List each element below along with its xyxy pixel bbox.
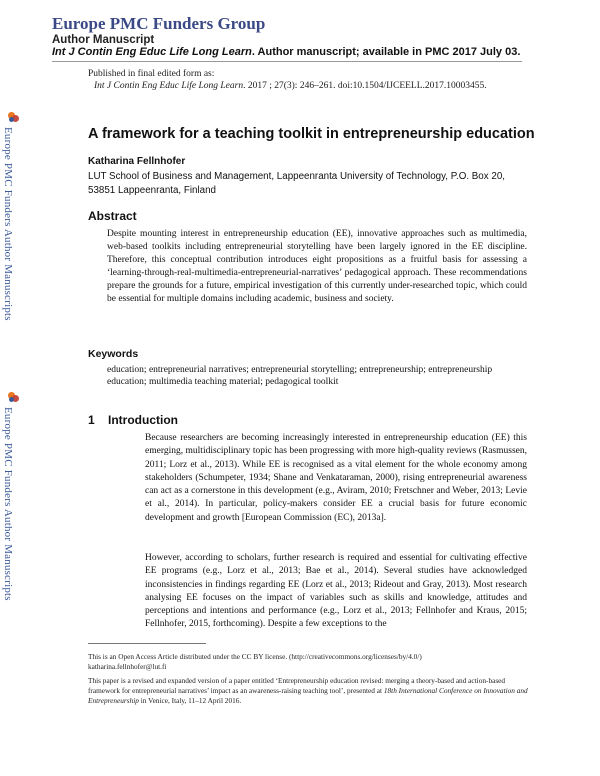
published-citation bbox=[88, 80, 487, 92]
license-link[interactable]: http://creativecommons.org/licenses/by/4.0/ bbox=[291, 652, 420, 661]
author-email[interactable]: katharina.fellnhofer@lut.fi bbox=[88, 662, 167, 671]
published-info bbox=[88, 68, 487, 92]
sidebar-label-top bbox=[2, 112, 24, 321]
introduction-heading bbox=[88, 413, 178, 427]
abstract-text: Despite mounting interest in entrepreneurship education (EE), innovative approaches such as multimedia, web-based toolkits including entrepreneurial storytelling have been largely ignored in the EE discipline. Therefore, this conceptual contribution introduces eight propositions as a fruitful basis for assessing a ‘learning-through-real-multimedia-entrepreneurial-narratives’ pedagogical approach. These recommendations prepare the grounds for a future, empirical investigation of this currently under-researched topic, which could be essential for multiple domains including academic, business and society. bbox=[107, 229, 527, 304]
abstract-heading: Abstract bbox=[88, 209, 137, 223]
revision-text: This paper is a revised and expanded version of a paper entitled ‘Entrepreneurship education revised: merging a theory-based and action-based framework for entrepreneurial narratives’ impact as an awareness-raising teaching tool’, presented at bbox=[88, 676, 506, 695]
intro-paragraph-2: However, according to scholars, further research is required and essential for cultivating effective EE programs (e.g., Lorz et al., 2013; Bae et al., 2014). Several studies have acknowledged inconsistencies in findings regarding EE (Lorz et al., 2013; Rideout and Gray, 2013). Most research analysing EE focuses on the impact of variables such as skills and knowledge, attitudes and perceptions and intentions and performance (e.g., Lorz et al., 2013; Fellnhofer and Kraus, 2015; Fellnhofer, 2015, forthcoming). Despite a few exceptions to the bbox=[145, 553, 527, 630]
keywords-heading: Keywords bbox=[88, 348, 139, 360]
footnote-divider bbox=[88, 643, 206, 644]
journal-header bbox=[0, 0, 600, 62]
keywords-text: education; entrepreneurial narratives; entrepreneurial storytelling; entrepreneurship; entrepreneurship education; multimedia teaching material; pedagogical toolkit bbox=[107, 365, 493, 387]
europe-pmc-logo-icon bbox=[8, 392, 19, 403]
license-text: This is an Open Access Article distributed under the CC BY license. ( bbox=[88, 652, 292, 661]
article-title: A framework for a teaching toolkit in entrepreneurship education bbox=[88, 126, 535, 142]
published-citation-rest: . 2017 ; 27(3): 246–261. doi:10.1504/IJCEELL.2017.10003455. bbox=[243, 81, 487, 91]
header-divider bbox=[52, 61, 522, 62]
intro-paragraph-1: Because researchers are becoming increasingly interested in entrepreneurship education (EE) this emerging, multidisciplinary topic has been progressing with more high-quality reviews (Rasmussen, 2011; Lorz et al., 2013). While EE is recognised as a vital element for the whole economy among stakeholders (Schumpeter, 1934; Shane and Venkataraman, 2000), rising entrepreneurial awareness can act as a cornerstone in this development (e.g., Aviram, 2010; Fretschner and Weber, 2013; Levie et al., 2014). In particular, policy-makers consider EE a crucial basis for future economic development and growth [European Commission (EC), 2013a]. bbox=[145, 433, 527, 523]
europe-pmc-logo-icon bbox=[8, 112, 19, 123]
journal-abbrev: Int J Contin Eng Educ Life Long Learn bbox=[52, 46, 252, 58]
author-affiliation: LUT School of Business and Management, Lappeenranta University of Technology, P.O. Box 20, 53851 Lappeenranta, Finland bbox=[88, 171, 505, 196]
sidebar-text-bottom: Europe PMC Funders Author Manuscripts bbox=[2, 407, 14, 601]
sidebar-label-bottom bbox=[2, 392, 24, 601]
revision-end: in Venice, Italy, 11–12 April 2016. bbox=[140, 696, 242, 705]
availability-text: . Author manuscript; available in PMC 2017 July 03. bbox=[251, 46, 521, 58]
section-number: 1 bbox=[88, 413, 95, 427]
section-title: Introduction bbox=[108, 413, 178, 427]
published-label: Published in final edited form as: bbox=[88, 69, 215, 79]
author-manuscript-label: Author Manuscript bbox=[52, 34, 155, 46]
license-footnote bbox=[88, 652, 528, 672]
published-journal: Int J Contin Eng Educ Life Long Learn bbox=[94, 81, 244, 91]
sidebar-text-top: Europe PMC Funders Author Manuscripts bbox=[2, 127, 14, 321]
license-close: ) bbox=[419, 652, 422, 661]
funders-group-title: Europe PMC Funders Group bbox=[52, 14, 266, 33]
revision-footnote bbox=[88, 676, 528, 706]
journal-availability bbox=[52, 46, 520, 58]
author-name: Katharina Fellnhofer bbox=[88, 156, 186, 167]
conference-name: 18th International Conference on Innovation and Entrepreneurship bbox=[88, 686, 528, 705]
